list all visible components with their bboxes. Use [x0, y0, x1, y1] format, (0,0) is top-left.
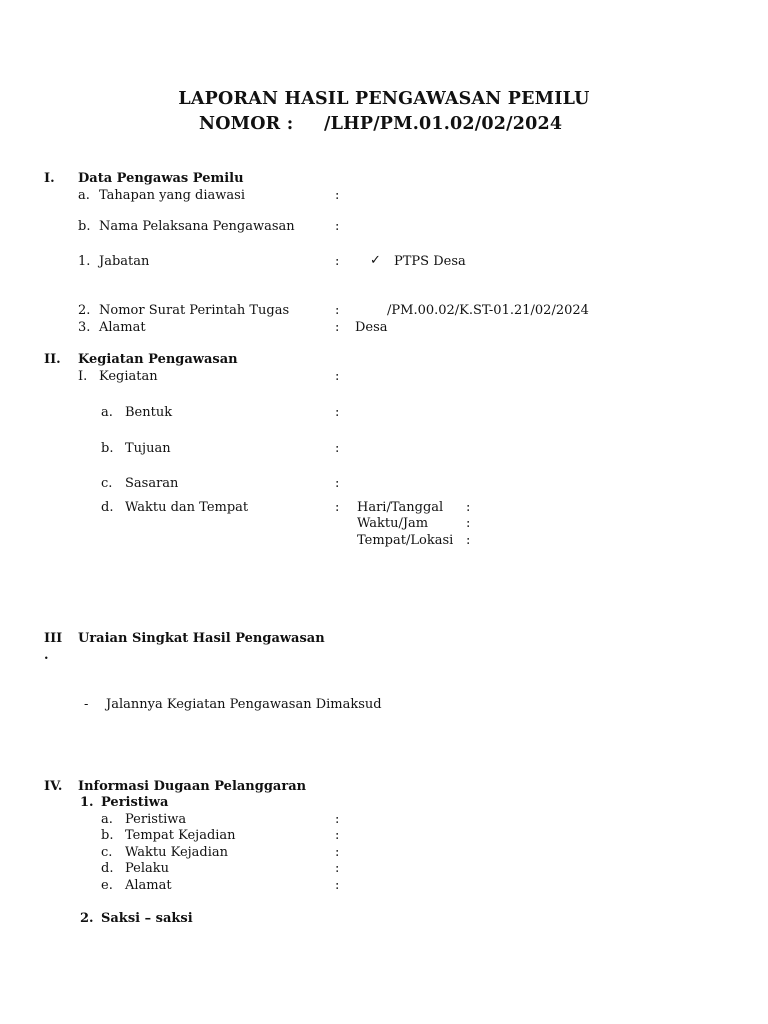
- list-marker: I.: [78, 369, 88, 384]
- section-3-number-dot: .: [44, 648, 49, 663]
- field-label-alamat: Alamat: [99, 320, 146, 335]
- field-label-tahapan: Tahapan yang diawasi: [99, 188, 245, 203]
- field-label-alamat-pelaku: Alamat: [125, 878, 172, 893]
- field-label-jabatan: Jabatan: [99, 254, 150, 269]
- field-value-nomor-surat: /PM.00.02/K.ST-01.21/02/2024: [387, 303, 589, 318]
- list-marker: b.: [78, 219, 91, 234]
- field-label-sasaran: Sasaran: [125, 476, 179, 491]
- field-colon: :: [335, 861, 340, 876]
- field-label-kegiatan: Kegiatan: [99, 369, 158, 384]
- section-1-title: Data Pengawas Pemilu: [78, 171, 244, 186]
- field-colon: :: [335, 303, 340, 318]
- subsection-title-saksi: Saksi – saksi: [101, 911, 193, 926]
- field-label-pelaku: Pelaku: [125, 861, 170, 876]
- bullet-text: Jalannya Kegiatan Pengawasan Dimaksud: [106, 697, 382, 712]
- list-marker: a.: [101, 812, 113, 827]
- field-colon: :: [335, 500, 340, 515]
- list-marker: d.: [101, 500, 114, 515]
- report-title: LAPORAN HASIL PENGAWASAN PEMILU: [178, 89, 590, 109]
- checkmark-icon: ✓: [370, 253, 381, 268]
- field-colon: :: [335, 845, 340, 860]
- section-2-number: II.: [44, 352, 61, 367]
- section-3-title: Uraian Singkat Hasil Pengawasan: [78, 631, 325, 646]
- list-marker: b.: [101, 828, 114, 843]
- list-marker: 2.: [78, 303, 91, 318]
- list-marker: 1.: [78, 254, 91, 269]
- field-label-waktu-jam: Waktu/Jam: [357, 516, 429, 531]
- field-label-tempat-lokasi: Tempat/Lokasi: [357, 533, 454, 548]
- section-3-number: III: [44, 631, 63, 646]
- field-label-peristiwa: Peristiwa: [125, 812, 187, 827]
- field-colon: :: [335, 405, 340, 420]
- field-colon: :: [335, 188, 340, 203]
- field-colon: :: [466, 516, 471, 531]
- subsection-marker: 1.: [80, 795, 94, 810]
- field-colon: :: [335, 320, 340, 335]
- subsection-marker: 2.: [80, 911, 94, 926]
- field-colon: :: [335, 219, 340, 234]
- section-4-number: IV.: [44, 779, 63, 794]
- field-label-waktu-tempat: Waktu dan Tempat: [125, 500, 249, 515]
- field-label-hari-tanggal: Hari/Tanggal: [357, 500, 444, 515]
- field-label-nomor-surat: Nomor Surat Perintah Tugas: [99, 303, 290, 318]
- list-marker: c.: [101, 476, 113, 491]
- field-label-nama-pelaksana: Nama Pelaksana Pengawasan: [99, 219, 295, 234]
- list-marker: c.: [101, 845, 113, 860]
- field-colon: :: [335, 441, 340, 456]
- field-label-tempat-kejadian: Tempat Kejadian: [125, 828, 236, 843]
- field-label-tujuan: Tujuan: [125, 441, 171, 456]
- field-colon: :: [335, 828, 340, 843]
- field-colon: :: [335, 878, 340, 893]
- field-value-alamat: Desa: [355, 320, 388, 335]
- report-number-value: /LHP/PM.01.02/02/2024: [324, 114, 563, 134]
- list-marker: a.: [78, 188, 90, 203]
- list-marker: d.: [101, 861, 114, 876]
- field-colon: :: [335, 812, 340, 827]
- section-4-title: Informasi Dugaan Pelanggaran: [78, 779, 307, 794]
- field-label-waktu-kejadian: Waktu Kejadian: [125, 845, 229, 860]
- list-marker: b.: [101, 441, 114, 456]
- field-colon: :: [466, 500, 471, 515]
- section-2-title: Kegiatan Pengawasan: [78, 352, 238, 367]
- section-1-number: I.: [44, 171, 55, 186]
- subsection-title-peristiwa: Peristiwa: [101, 795, 169, 810]
- field-colon: :: [335, 254, 340, 269]
- field-label-bentuk: Bentuk: [125, 405, 173, 420]
- field-colon: :: [335, 369, 340, 384]
- field-colon: :: [466, 533, 471, 548]
- field-colon: :: [335, 476, 340, 491]
- bullet-dash: -: [84, 697, 89, 712]
- report-number-label: NOMOR :: [199, 114, 294, 134]
- list-marker: a.: [101, 405, 113, 420]
- list-marker: e.: [101, 878, 113, 893]
- list-marker: 3.: [78, 320, 91, 335]
- field-value-jabatan: PTPS Desa: [394, 254, 466, 269]
